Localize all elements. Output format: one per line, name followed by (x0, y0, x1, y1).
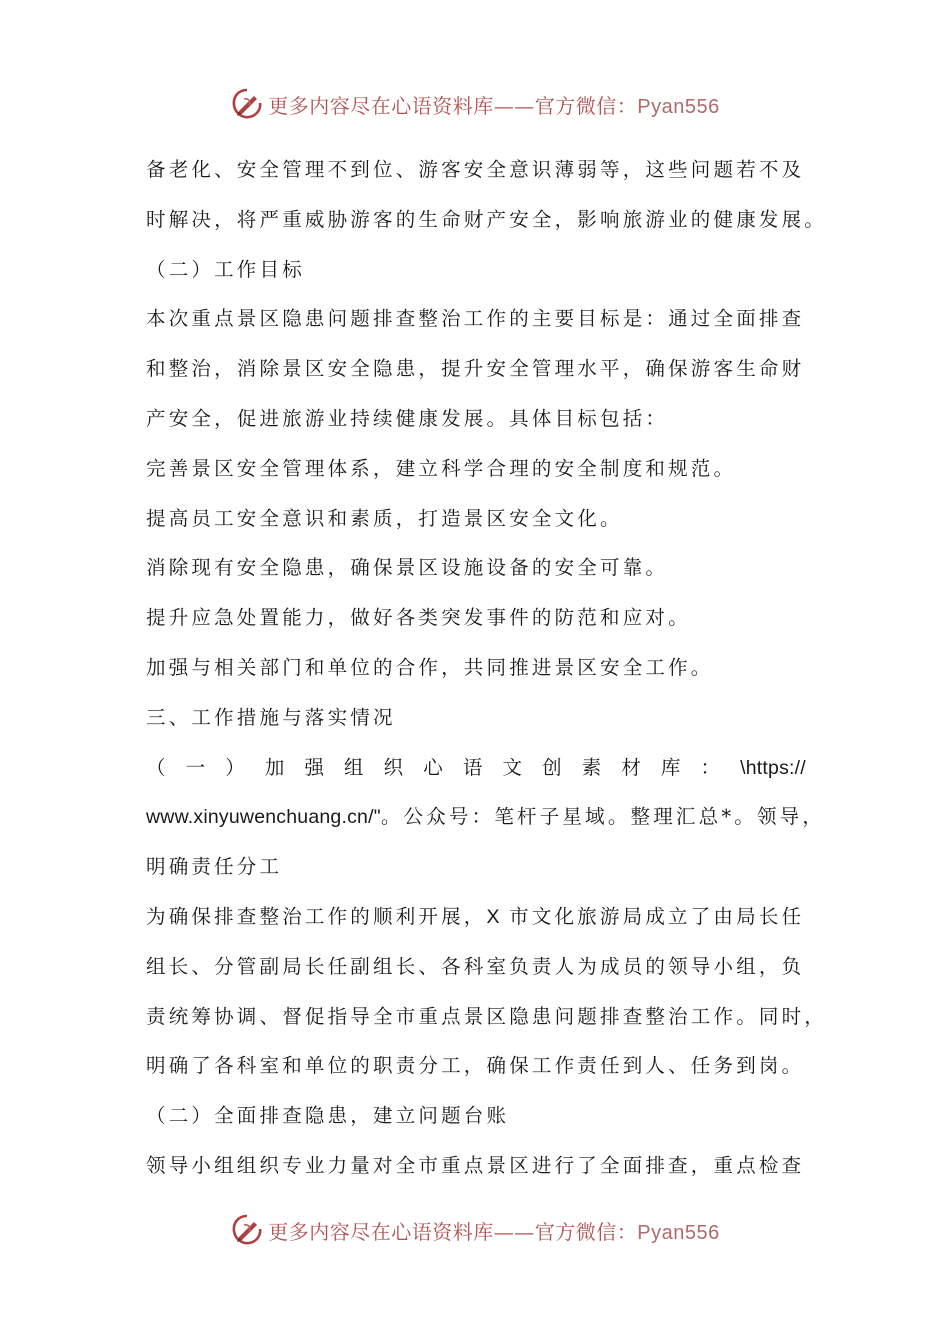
url-line-rest: 。公众号：笔杆子星域。整理汇总*。领导， (380, 805, 826, 829)
paragraph-line: 时解决，将严重威胁游客的生命财产安全，影响旅游业的健康发展。 (146, 207, 828, 231)
banner-text (268, 1216, 719, 1245)
paragraph-line (146, 897, 806, 947)
section-heading: 三、工作措施与落实情况 (146, 705, 396, 729)
heading-char: 素 (581, 755, 602, 779)
footer-banner (0, 1210, 950, 1250)
heading-char: 文 (502, 755, 522, 779)
paragraph-line: 明确了各科室和单位的职责分工，确保工作责任到人、任务到岗。 (146, 1054, 805, 1078)
paragraph-line: 产安全，促进旅游业持续健康发展。具体目标包括： (146, 406, 669, 430)
wechat-id: Pyan556 (637, 95, 720, 118)
website-url: www.xinyuwenchuang.cn/" (146, 806, 381, 829)
url-fragment: \https:// (740, 756, 806, 779)
paragraph-line: 组长、分管副局长任副组长、各科室负责人为成员的领导小组，负 (146, 954, 805, 978)
list-item: 提高员工安全意识和素质，打造景区安全文化。 (146, 506, 623, 530)
paragraph-line: 备老化、安全管理不到位、游客安全意识薄弱等，这些问题若不及 (146, 158, 805, 181)
x-line-post: 市文化旅游局成立了由局长任 (499, 904, 805, 928)
paragraph-line: 和整治，消除景区安全隐患，提升安全管理水平，确保游客生命财 (146, 357, 805, 381)
heading-char: 一 (185, 755, 206, 779)
heading-char: （ (146, 755, 166, 779)
heading-char: 材 (621, 755, 641, 779)
section-heading: （二）工作目标 (146, 257, 305, 281)
heading-char: 组 (344, 755, 364, 779)
paragraph-line: 明确责任分工 (146, 855, 283, 879)
x-letter: X (486, 905, 500, 928)
document-body (146, 150, 828, 1196)
section-heading: （二）全面排查隐患，建立问题台账 (146, 1104, 510, 1128)
banner-prefix: 更多内容尽在心语资料库——官方微信： (268, 93, 638, 118)
heading-char: 心 (423, 755, 443, 779)
heading-char: 织 (383, 755, 404, 779)
heading-char: 强 (304, 755, 324, 779)
wechat-id: Pyan556 (637, 1221, 720, 1244)
list-item: 加强与相关部门和单位的合作，共同推进景区安全工作。 (146, 655, 714, 679)
list-item: 完善景区安全管理体系，建立科学合理的安全制度和规范。 (146, 456, 737, 480)
pen-swirl-logo-icon (230, 1213, 264, 1247)
x-line-pre: 为确保排查整治工作的顺利开展， (146, 904, 487, 928)
heading-char: 创 (542, 755, 562, 779)
list-item: 提升应急处置能力，做好各类突发事件的防范和应对。 (146, 606, 691, 630)
header-banner (0, 84, 950, 124)
paragraph-line: 领导小组组织专业力量对全市重点景区进行了全面排查，重点检查 (146, 1153, 805, 1177)
heading-char: 语 (462, 755, 483, 779)
paragraph-line: 责统筹协调、督促指导全市重点景区隐患问题排查整治工作。同时， (146, 1004, 828, 1028)
url-line (146, 797, 826, 847)
pen-swirl-logo-icon (230, 87, 264, 121)
heading-char: 加 (264, 755, 285, 779)
banner-text (268, 90, 719, 119)
heading-char: ） (225, 755, 245, 779)
banner-prefix: 更多内容尽在心语资料库——官方微信： (268, 1219, 638, 1244)
heading-char: 库 (660, 755, 681, 779)
paragraph-line: 本次重点景区隐患问题排查整治工作的主要目标是：通过全面排查 (146, 307, 805, 331)
list-item: 消除现有安全隐患，确保景区设施设备的安全可靠。 (146, 556, 669, 580)
justified-heading-line (146, 748, 806, 798)
heading-char: ： (700, 755, 721, 779)
